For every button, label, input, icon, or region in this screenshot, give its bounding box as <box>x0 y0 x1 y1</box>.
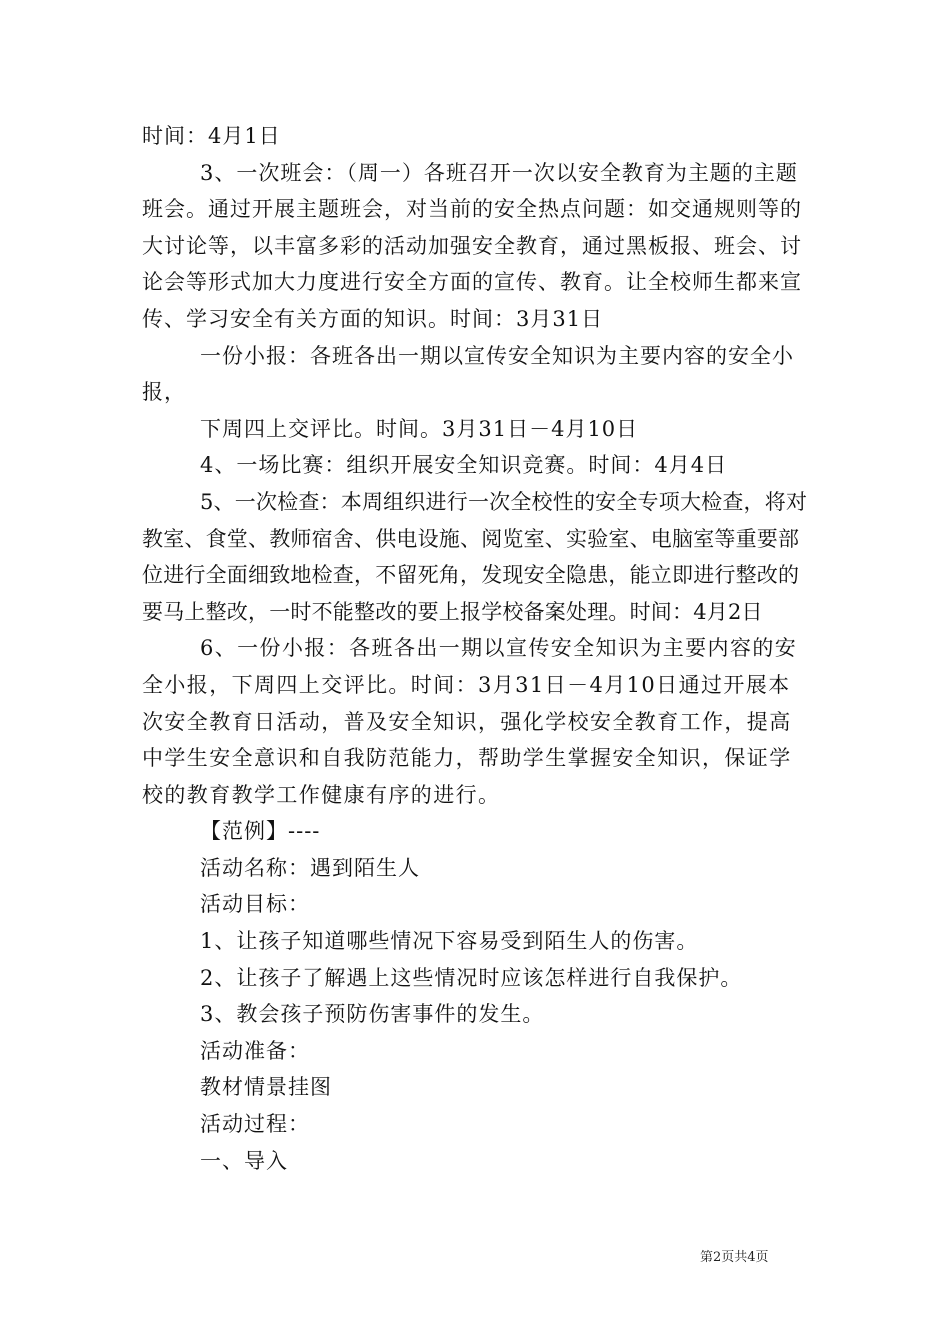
paragraph-newspaper: 一份小报：各班各出一期以宣传安全知识为主要内容的安全小报， <box>142 343 794 405</box>
activity-preparation-heading: 活动准备： <box>200 1038 310 1063</box>
page-number: 第2页共4页 <box>700 1250 769 1265</box>
activity-goal-item: 1、让孩子知道哪些情况下容易受到陌生人的伤害。 <box>200 929 699 954</box>
document-body <box>142 118 808 1179</box>
paragraph-class-meeting: 3、一次班会：（周一）各班召开一次以安全教育为主题的主题班会。通过开展主题班会，对当前的安全热点问题：如交通规则等的大讨论等，以丰富多彩的活动加强安全教育，通过黑板报、班会、讨论会等形式加大力度进行安全方面的宣传、教育。让全校师生都来宣传、学习安全有关方面的知识。时间：3月31日 <box>142 160 802 331</box>
activity-name: 活动名称：遇到陌生人 <box>200 855 420 880</box>
paragraph-inspection: 5、一次检查：本周组织进行一次全校性的安全专项大检查，将对教室、食堂、教师宿舍、供电设施、阅览室、实验室、电脑室等重要部位进行全面细致地检查，不留死角，发现安全隐患，能立即进行整改的要马上整改，一时不能整改的要上报学校备案处理。时间：4月2日 <box>142 489 808 624</box>
example-heading: 【范例】---- <box>200 819 321 844</box>
paragraph-submit-review: 下周四上交评比。时间。3月31日－4月10日 <box>200 416 639 441</box>
paragraph-time-april-1: 时间：4月1日 <box>142 124 281 148</box>
activity-process-heading: 活动过程： <box>200 1112 310 1137</box>
activity-goals-heading: 活动目标： <box>200 892 310 917</box>
paragraph-competition: 4、一场比赛：组织开展安全知识竞赛。时间：4月4日 <box>200 453 728 478</box>
activity-goal-item: 3、教会孩子预防伤害事件的发生。 <box>200 1002 545 1027</box>
activity-process-step: 一、导入 <box>200 1148 288 1173</box>
activity-goal-item: 2、让孩子了解遇上这些情况时应该怎样进行自我保护。 <box>200 965 743 990</box>
activity-preparation-item: 教材情景挂图 <box>200 1075 332 1100</box>
paragraph-safety-newspaper: 6、一份小报：各班各出一期以宣传安全知识为主要内容的安全小报，下周四上交评比。时间：3月31日－4月10日通过开展本次安全教育日活动，普及安全知识，强化学校安全教育工作，提高中学生安全意识和自我防范能力，帮助学生掌握安全知识，保证学校的教育教学工作健康有序的进行。 <box>142 636 798 807</box>
